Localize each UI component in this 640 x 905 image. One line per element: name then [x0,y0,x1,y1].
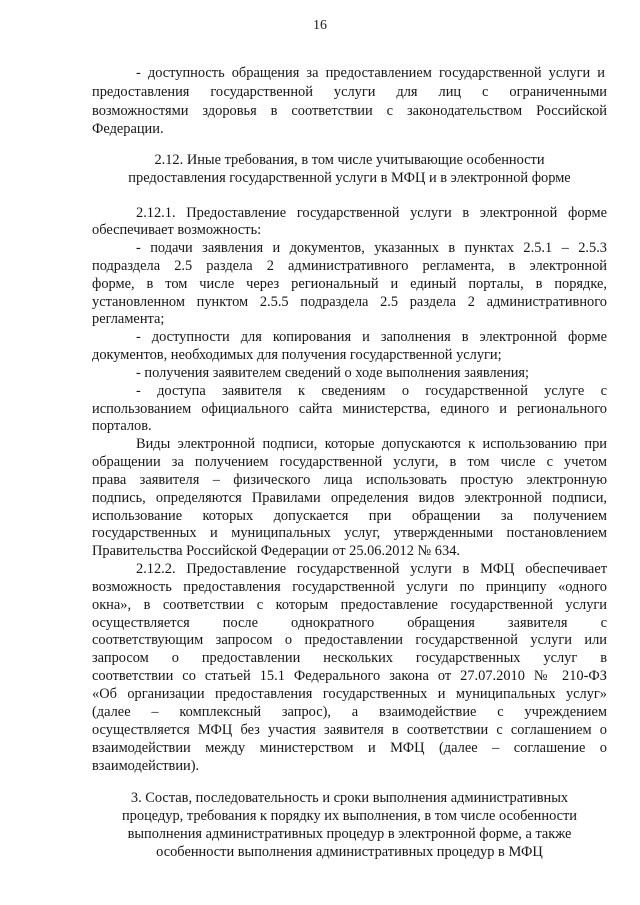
text-line: осуществляется после однократного обращения заявителя с [92,615,607,631]
text-line: - подачи заявления и документов, указанных в пунктах 2.5.1 – 2.5.3 [136,240,607,256]
text-line: 2.12.1. Предоставление государственной услуги в электронной форме [136,205,607,221]
text-line: Правительства Российской Федерации от 25.06.2012 № 634. [92,543,460,559]
text-line: форме, в том числе через региональный и единый порталы, в порядке, [92,276,607,292]
text-line: «Об организации предоставления государственных и муниципальных услуг» [92,686,607,702]
text-line: порталов. [92,418,152,434]
heading-line: процедур, требования к порядку их выполнения, в том числе особенности [121,808,578,824]
text-line: запросом о предоставлении нескольких государственных услуг в [92,650,607,666]
text-line: - доступность обращения за предоставлением государственной услуги и [136,65,605,81]
text-line: - доступности для копирования и заполнения в электронной форме [136,329,607,345]
text-line: подпись, определяются Правилами определения видов электронной подписи, [92,490,607,506]
text-line: Виды электронной подписи, которые допускаются к использованию при [136,436,607,452]
heading-line: особенности выполнения административных процедур в МФЦ [156,844,543,860]
text-line: государственных и муниципальных услуг, утвержденными постановлением [92,525,607,541]
text-line: использование которых допускается при обращении за получением [92,508,607,524]
text-line: осуществляется МФЦ без участия заявителя в соответствии с соглашением о [92,722,607,738]
text-line: права заявителя – физического лица использовать простую электронную [92,472,607,488]
text-line: обеспечивает возможность: [92,222,262,238]
text-line: - получения заявителем сведений о ходе выполнения заявления; [136,365,530,381]
page-number: 16 [313,18,327,33]
text-line: установленном пунктом 2.5.5 подраздела 2.5 раздела 2 административного [92,294,607,310]
text-line: взаимодействии между министерством и МФЦ (далее – соглашение о [92,740,607,756]
text-line: возможностями здоровья в соответствии с законодательством Российской [92,103,607,119]
text-line: подраздела 2.5 раздела 2 административного регламента, в электронной [92,258,607,274]
text-line: (далее – комплексный запрос), а взаимодействие с учреждением [92,704,607,720]
text-line: Федерации. [92,121,164,137]
text-line: соответствии со статьей 15.1 Федерального закона от 27.07.2010 № 210-ФЗ [92,668,607,684]
text-line: взаимодействии). [92,758,200,774]
text-line: 2.12.2. Предоставление государственной услуги в МФЦ обеспечивает [136,561,607,577]
heading-line: выполнения административных процедур в электронной форме, а также [127,826,572,842]
text-line: использованием официального сайта министерства, единого и регионального [92,401,607,417]
text-line: предоставления государственной услуги для лиц с ограниченными [92,84,607,100]
text-line: - доступа заявителя к сведениям о государственной услуге с [136,383,607,399]
text-line: окна», в соответствии с которым предоставление государственной услуги [92,597,607,613]
text-line: соответствующим запросом о предоставлении государственной услуги или [92,632,607,648]
text-line: возможность предоставления государственной услуги по принципу «одного [92,579,607,595]
heading-line: предоставления государственной услуги в МФЦ и в электронной форме [128,170,571,186]
text-line: обращении за получением государственной услуги, в том числе с учетом [92,454,607,470]
text-line: документов, необходимых для получения государственной услуги; [92,347,502,363]
text-line: регламента; [92,311,165,327]
heading-line: 3. Состав, последовательность и сроки выполнения административных [130,790,569,806]
heading-line: 2.12. Иные требования, в том числе учитывающие особенности [154,152,545,168]
